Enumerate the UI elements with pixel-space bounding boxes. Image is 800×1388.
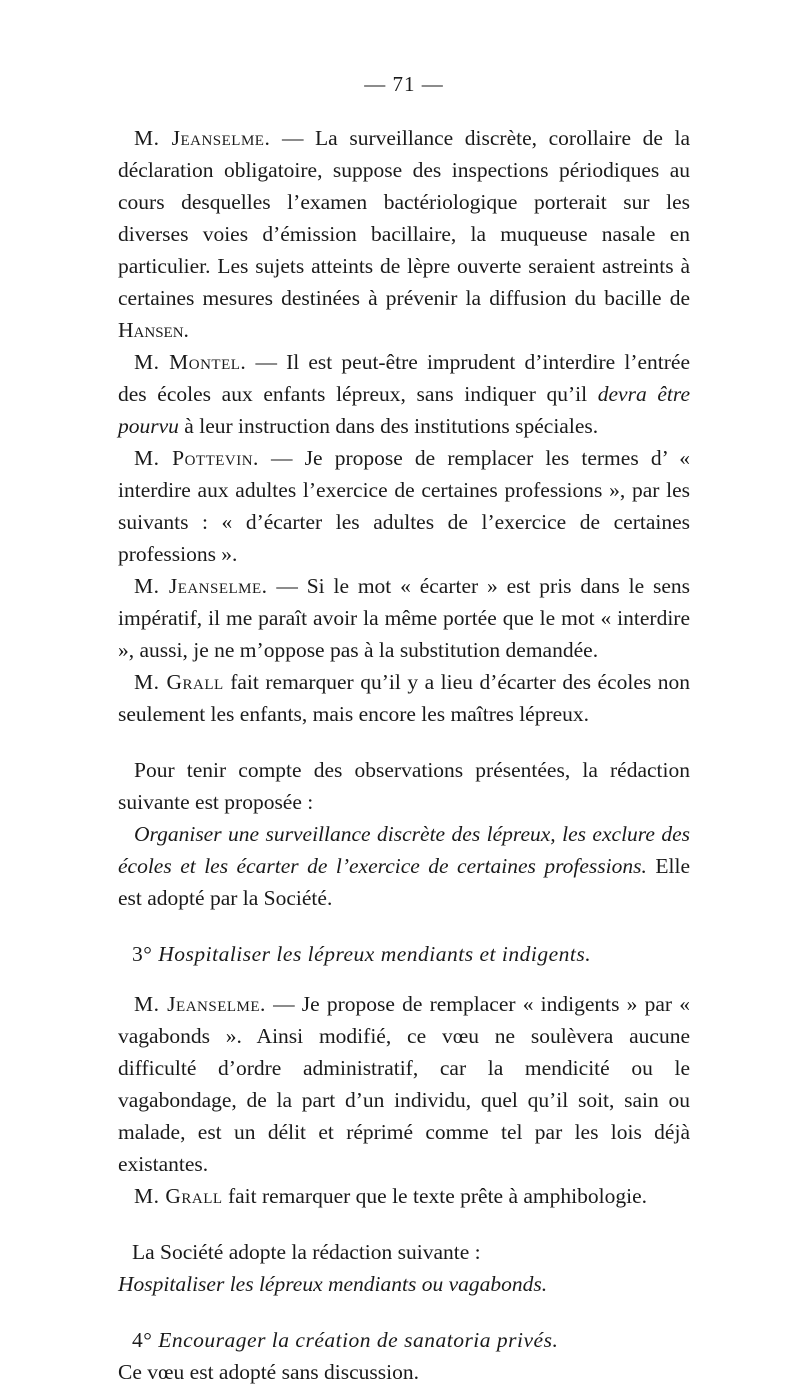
paragraph-text: à leur instruction dans des institutions spéciales. (178, 414, 599, 438)
section-gap (118, 970, 690, 988)
section-gap (118, 730, 690, 754)
paragraph-text: — Il est peut-être imprudent d’interdire l’entrée des écoles aux enfants lépreux, sans indiquer qu’il (118, 350, 690, 406)
paragraph-text: — Si le mot « écarter » est pris dans le sens impératif, il me paraît avoir la même portée que le mot « interdire », aussi, je ne m’oppose pas à la substitution demandée. (118, 574, 690, 662)
paragraph-resolution (118, 818, 690, 914)
speaker-name: M. Jeanselme. (134, 126, 271, 150)
paragraph-closing (118, 1356, 690, 1388)
speaker-name: M. Pottevin. (134, 446, 259, 470)
paragraph-text: fait remarquer que le texte prête à amphibologie. (222, 1184, 647, 1208)
paragraph-text: — La surveillance discrète, corollaire de la déclaration obligatoire, suppose des inspections périodiques au cours desquelles l’examen bactériologique porterait sur les diverses voies d’émission bacillaire, la muqueuse nasale en particulier. Les sujets atteints de lèpre ouverte seraient astreints à certaines mesures destinées à prévenir la diffusion du bacille de (118, 126, 691, 310)
speaker-name: M. Grall (134, 670, 224, 694)
paragraph-text: — Je propose de remplacer « indigents » par « vagabonds ». Ainsi modifié, ce vœu ne soulèvera aucune difficulté d’ordre administratif, car la mendicité ou le vagabondage, de la part d’un individu, quel qu’il soit, sain ou malade, est un délit et réprimé comme tel par les lois déjà existantes. (118, 992, 690, 1176)
italic-text: devra être pourvu (118, 382, 690, 438)
person-name: Hansen (118, 318, 184, 342)
speaker-name: M. Jeanselme. (134, 574, 268, 598)
heading-text: Hospitaliser les lépreux mendiants et indigents. (152, 942, 592, 966)
speaker-name: M. Montel. (134, 350, 247, 374)
section-heading-4 (118, 1324, 690, 1356)
page-number: — 71 — (364, 72, 444, 96)
paragraph-montel (118, 346, 690, 442)
paragraph-grall-1 (118, 666, 690, 730)
paragraph-pottevin (118, 442, 690, 570)
paragraph-text: — Je propose de remplacer les termes d’ « interdire aux adultes l’exercice de certaines professions », par les suivants : « d’écarter les adultes de l’exercice de certaines professions ». (118, 446, 690, 566)
heading-text: Encourager la création de sanatoria privés. (152, 1328, 559, 1352)
paragraph-text: Elle est adopté par la Société. (118, 854, 690, 910)
paragraph-text: . (183, 318, 189, 342)
resolution-text: Organiser une surveillance discrète des lépreux, les exclure des écoles et les écarter de l’exercice de certaines professions. (118, 822, 690, 878)
paragraph-resolution-2 (118, 1268, 690, 1300)
paragraph-text: La Société adopte la rédaction suivante : (132, 1240, 481, 1264)
section-gap (118, 914, 690, 938)
document-page (118, 68, 690, 1388)
heading-number: 4° (132, 1328, 153, 1352)
section-heading-3 (118, 938, 690, 970)
speaker-name: M. Jeanselme. (134, 992, 266, 1016)
paragraph-proposal (118, 754, 690, 818)
paragraph-text: Ce vœu est adopté sans discussion. (118, 1360, 419, 1384)
section-gap (118, 1300, 690, 1324)
paragraph-jeanselme-2 (118, 570, 690, 666)
paragraph-adoption (118, 1236, 690, 1268)
section-gap (118, 1212, 690, 1236)
speaker-name: M. Grall (134, 1184, 223, 1208)
paragraph-grall-2 (118, 1180, 690, 1212)
paragraph-jeanselme-3 (118, 988, 690, 1180)
heading-number: 3° (132, 942, 153, 966)
resolution-text: Hospitaliser les lépreux mendiants ou vagabonds. (118, 1272, 548, 1296)
paragraph-jeanselme-1 (118, 122, 690, 346)
paragraph-text: Pour tenir compte des observations présentées, la rédaction suivante est proposée : (118, 758, 690, 814)
paragraph-text: fait remarquer qu’il y a lieu d’écarter des écoles non seulement les enfants, mais encore les maîtres lépreux. (118, 670, 690, 726)
